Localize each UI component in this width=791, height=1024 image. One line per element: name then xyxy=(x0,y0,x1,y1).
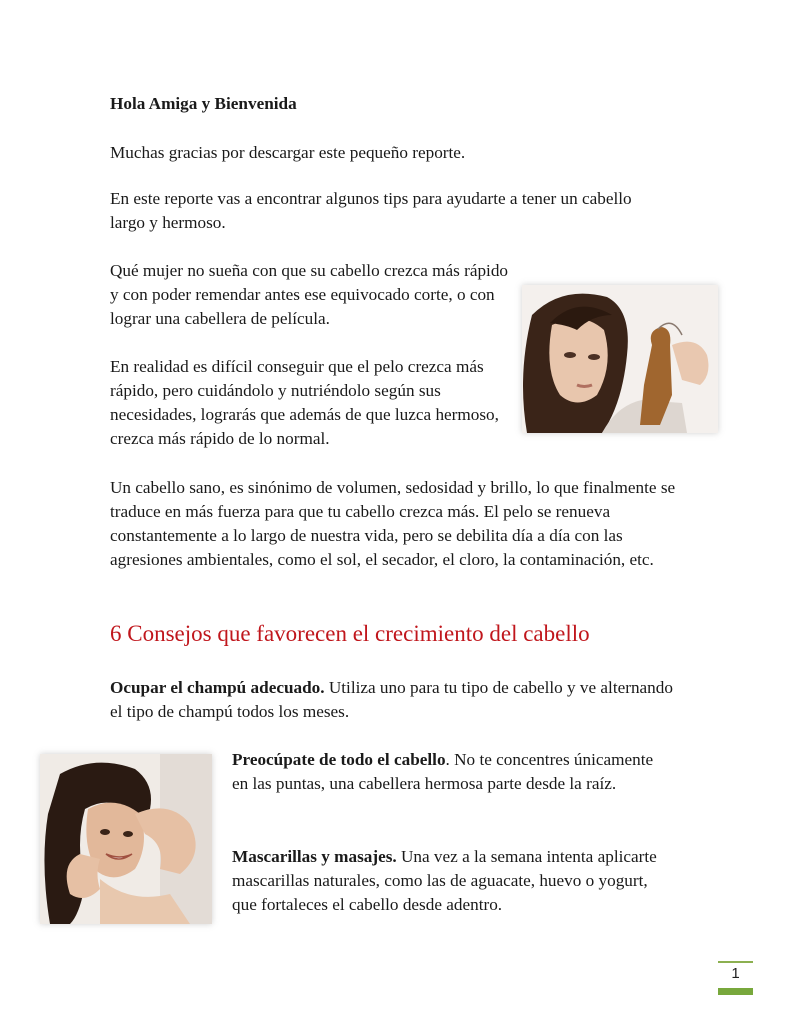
page-number: 1 xyxy=(731,965,740,982)
tip-title: Preocúpate de todo el cabello xyxy=(232,750,446,769)
paragraph-reality: En realidad es difícil conseguir que el pelo crezca más rápido, pero cuidándolo y nutriéndolo según sus necesidades, lograrás que además de que luzca hermoso, crezca más rápido de lo normal. xyxy=(110,357,499,448)
tip-text: . No te concentres únicamente en las puntas, una cabellera hermosa parte desde la raíz. xyxy=(232,750,654,793)
photo-woman-with-hairbrush xyxy=(522,285,718,433)
tip-text: Una vez a la semana intenta aplicarte mascarillas naturales, como las de aguacate, huevo o yogurt, que fortaleces el cabello desde adentro. xyxy=(232,847,657,914)
tip-shampoo xyxy=(110,676,680,724)
tip-title: Mascarillas y masajes. xyxy=(232,847,397,866)
tip-whole-hair xyxy=(232,748,672,796)
tip-masks xyxy=(232,845,672,917)
paragraph-dream: Qué mujer no sueña con que su cabello crezca más rápido y con poder remendar antes ese equivocado corte, o con lograr una cabellera de película. xyxy=(110,261,509,328)
greeting: Hola Amiga y Bienvenida xyxy=(110,94,297,113)
photo-woman-washing-hair xyxy=(40,754,212,924)
paragraph-healthy: Un cabello sano, es sinónimo de volumen, sedosidad y brillo, lo que finalmente se traduce en más fuerza para que tu cabello crezca más. El pelo se renueva constantemente a lo largo de nuestra vida, pero se debilita día a día con las agresiones ambientales, como el sol, el secador, el cloro, la contaminación, etc. xyxy=(110,478,676,569)
section-heading: 6 Consejos que favorecen el crecimiento del cabello xyxy=(110,621,590,646)
paragraph-thanks: Muchas gracias por descargar este pequeño reporte. xyxy=(110,143,466,162)
tip-title: Ocupar el champú adecuado. xyxy=(110,678,325,697)
tip-text: Utiliza uno para tu tipo de cabello y ve alternando el tipo de champú todos los meses. xyxy=(110,678,673,721)
page-number-top-rule xyxy=(718,961,753,963)
page-number-box xyxy=(718,961,753,995)
page-number-bar xyxy=(718,988,753,995)
paragraph-intro: En este reporte vas a encontrar algunos tips para ayudarte a tener un cabello largo y hermoso. xyxy=(110,189,632,232)
